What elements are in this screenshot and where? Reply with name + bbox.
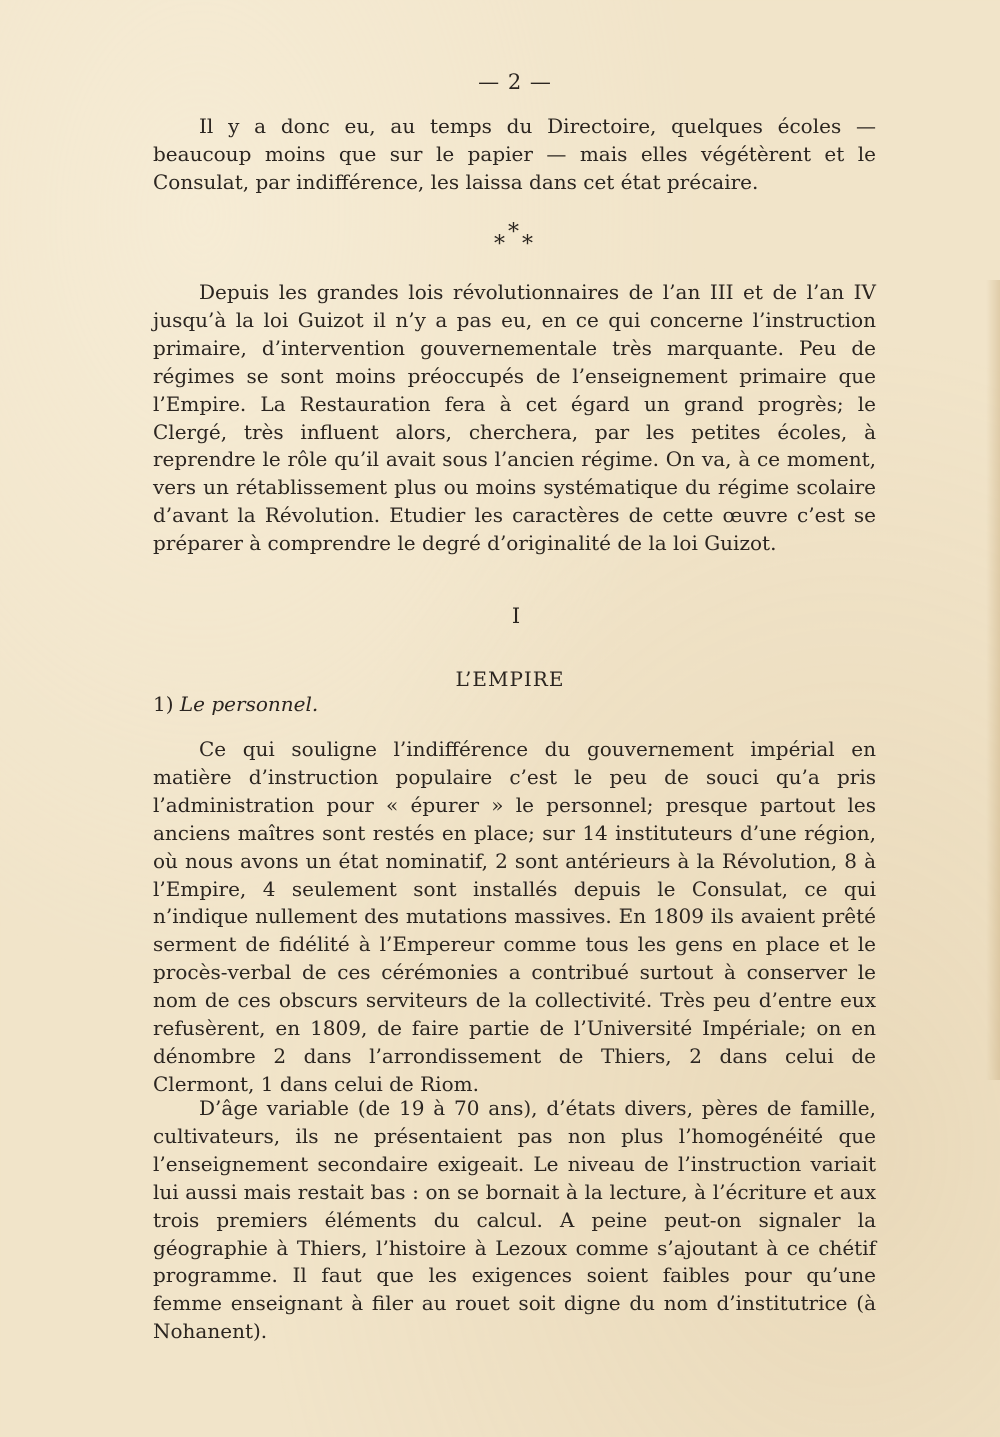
subheading-personnel: [153, 692, 318, 716]
subheading-number: 1): [153, 692, 174, 716]
subheading-title: Le personnel.: [179, 692, 319, 716]
paragraph-instruction-level: D’âge variable (de 19 à 70 ans), d’états divers, pères de famille, cultivateurs, ils ne présentaient pas non plus l’homogénéité que l’enseignement secondaire exigeait. Le niveau de l’instruction variait lui aussi mais restait bas : on se bornait à la lecture, à l’écriture et aux trois premiers éléments du calcul. A peine peut-on signaler la géographie à Thiers, l’histoire à Lezoux comme s’ajoutant à ce chétif programme. Il faut que les exigences soient faibles pour qu’une femme enseignant à filer au rouet soit digne du nom d’institutrice (à Nohanent).: [153, 1096, 876, 1344]
paragraph-personnel: Ce qui souligne l’indifférence du gouvernement impérial en matière d’instruction populaire c’est le peu de souci qu’a pris l’administration pour « épurer » le personnel; presque partout les anciens maîtres sont restés en place; sur 14 instituteurs d’une région, où nous avons un état nominatif, 2 sont antérieurs à la Révolution, 8 à l’Empire, 4 seulement sont installés depuis le Consulat, ce qui n’indique nullement des mutations massives. En 1809 ils avaient prêté serment de fidélité à l’Empereur comme tous les gens en place et le procès-verbal de ces cérémonies a contribué surtout à conserver le nom de ces obscurs serviteurs de la collectivité. Très peu d’entre eux refusèrent, en 1809, de faire partie de l’Université Impériale; on en dénombre 2 dans l’arrondissement de Thiers, 2 dans celui de Clermont, 1 dans celui de Riom.: [153, 737, 876, 1096]
asterism-star-right: *: [522, 232, 533, 257]
section-numeral: I: [511, 604, 521, 628]
paragraph-directoire: Il y a donc eu, au temps du Directoire, quelques écoles — beaucoup moins que sur le papier — mais elles végétèrent et le Consulat, par indifférence, les laissa dans cet état précaire.: [153, 114, 876, 194]
asterism-star-left: *: [494, 232, 505, 257]
paragraph-introduction: Depuis les grandes lois révolutionnaires de l’an III et de l’an IV jusqu’à la loi Guizot il n’y a pas eu, en ce qui concerne l’instruction primaire, d’intervention gouvernementale très marquante. Peu de régimes se sont moins préoccupés de l’enseignement primaire que l’Empire. La Restauration fera à cet égard un grand progrès; le Clergé, très influent alors, cherchera, par les petites écoles, à reprendre le rôle qu’il avait sous l’ancien régime. On va, à ce moment, vers un rétablissement plus ou moins systématique du régime scolaire d’avant la Révolution. Etudier les caractères de cette œuvre c’est se préparer à comprendre le degré d’originalité de la loi Guizot.: [153, 280, 876, 556]
asterism-separator: [490, 220, 540, 257]
section-title: L’EMPIRE: [455, 667, 565, 691]
page-number: — 2 —: [478, 70, 552, 94]
asterism-star-top: *: [508, 220, 519, 245]
